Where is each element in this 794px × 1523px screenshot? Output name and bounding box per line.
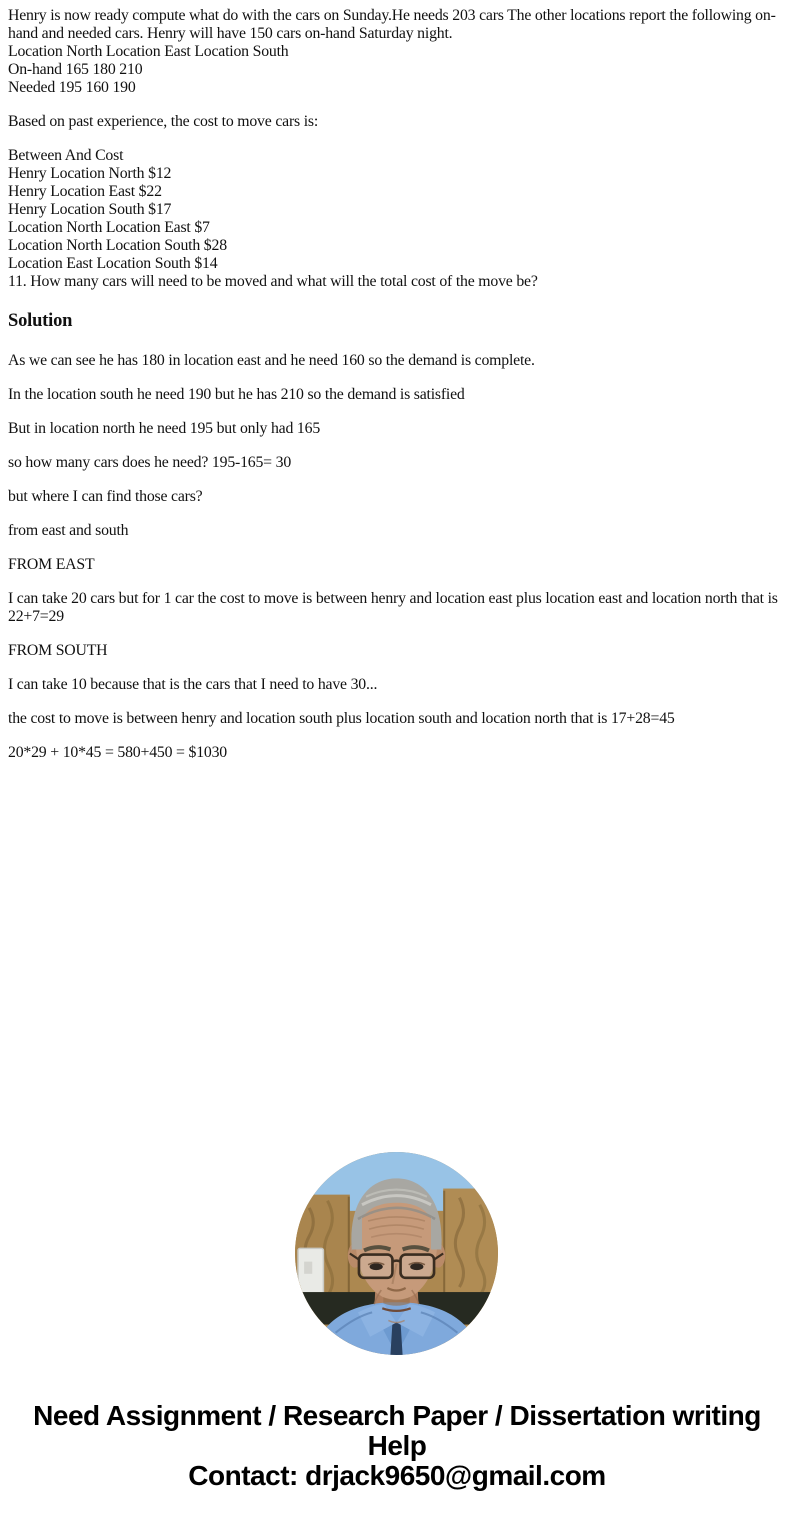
- solution-paragraph-from-east: FROM EAST: [8, 556, 95, 573]
- cost-table-paragraph: [8, 147, 794, 291]
- cost-line: Henry Location East $22: [8, 183, 162, 200]
- cost-intro-paragraph: Based on past experience, the cost to move cars is:: [8, 113, 319, 130]
- footer-help-text: Need Assignment / Research Paper / Dissertation writing Help: [33, 1400, 761, 1461]
- solution-paragraph: I can take 10 because that is the cars that I need to have 30...: [8, 676, 378, 693]
- solution-paragraph: the cost to move is between henry and location south plus location south and location north that is 17+28=45: [8, 710, 675, 727]
- avatar: [295, 1152, 498, 1355]
- solution-paragraph: so how many cars does he need? 195-165= 30: [8, 454, 292, 471]
- tutor-portrait-image: [295, 1152, 498, 1355]
- solution-paragraph: In the location south he need 190 but he has 210 so the demand is satisfied: [8, 386, 465, 403]
- footer-contact-email: Contact: drjack9650@gmail.com: [188, 1460, 606, 1491]
- solution-paragraph: As we can see he has 180 in location east and he need 160 so the demand is complete.: [8, 352, 535, 369]
- solution-paragraph: But in location north he need 195 but only had 165: [8, 420, 321, 437]
- problem-paragraph: [8, 7, 794, 97]
- cost-line: Location East Location South $14: [8, 255, 218, 272]
- locations-header-line: Location North Location East Location South: [8, 43, 289, 60]
- on-hand-line: On-hand 165 180 210: [8, 61, 143, 78]
- solution-paragraph: but where I can find those cars?: [8, 488, 203, 505]
- solution-paragraph: I can take 20 cars but for 1 car the cost to move is between henry and location east plus location east and location north that is 22+7=29: [8, 590, 778, 625]
- cost-line: Location North Location South $28: [8, 237, 227, 254]
- problem-intro-text: Henry is now ready compute what do with the cars on Sunday.He needs 203 cars The other locations report the following on-hand and needed cars. Henry will have 150 cars on-hand Saturday night.: [8, 7, 776, 42]
- footer-banner: [0, 1401, 794, 1491]
- cost-line: Location North Location East $7: [8, 219, 210, 236]
- solution-paragraph-from-south: FROM SOUTH: [8, 642, 108, 659]
- cost-line: Henry Location North $12: [8, 165, 172, 182]
- cost-header-line: Between And Cost: [8, 147, 124, 164]
- question-line: 11. How many cars will need to be moved and what will the total cost of the move be?: [8, 273, 538, 290]
- solution-paragraph: from east and south: [8, 522, 129, 539]
- solution-heading: Solution: [8, 311, 73, 331]
- solution-paragraph-total-cost: 20*29 + 10*45 = 580+450 = $1030: [8, 744, 227, 761]
- cost-line: Henry Location South $17: [8, 201, 172, 218]
- needed-line: Needed 195 160 190: [8, 79, 136, 96]
